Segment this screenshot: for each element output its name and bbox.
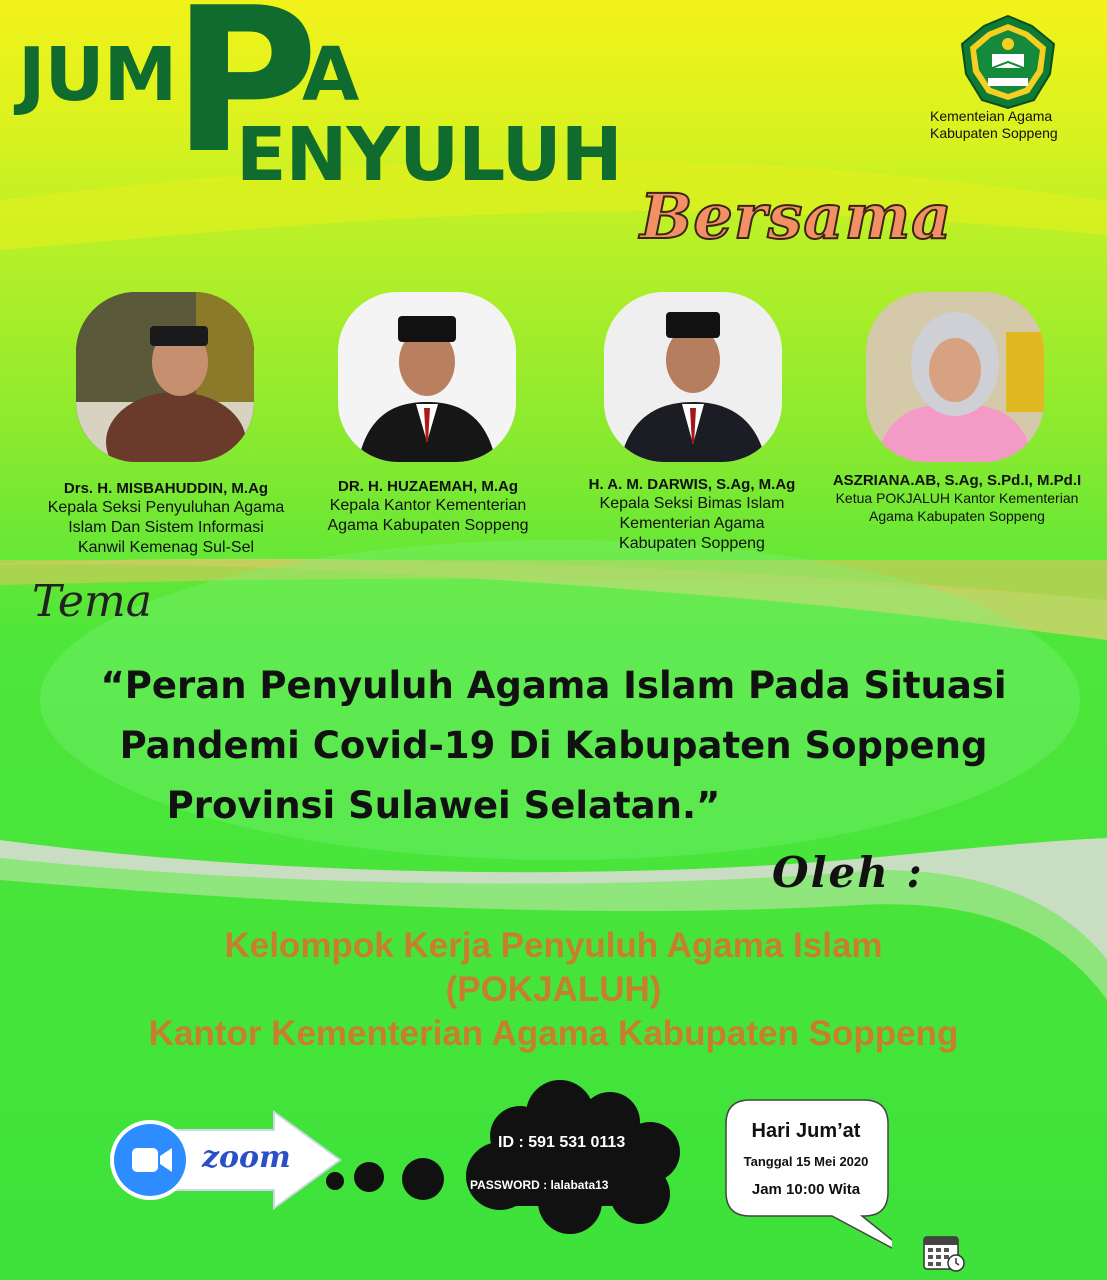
bersama-heading: Bersama [640,180,953,253]
speaker-role-3-line2: Kementerian Agama [619,515,765,532]
speaker-name-2: DR. H. HUZAEMAH, M.Ag [338,478,518,495]
meeting-password: PASSWORD : lalabata13 [470,1178,609,1192]
speaker-photo-1 [76,292,254,462]
speaker-role-1-line2: Islam Dan Sistem Informasi [68,519,264,536]
speaker-role-4 [822,489,1092,525]
dot-medium [354,1162,384,1192]
organization-name-line1: Kementeian Agama [930,108,1053,124]
theme-label: Tema [32,576,152,627]
speaker-photo-3 [604,292,782,462]
title-big-p: P [172,0,318,198]
schedule-time: Jam 10:00 Wita [751,1181,861,1198]
speaker-name-1: Drs. H. MISBAHUDDIN, M.Ag [63,480,269,497]
theme-line-3: Provinsi Sulawei Selatan.” [166,784,721,827]
speaker-role-1-line3: Kanwil Kemenag Sul-Sel [77,539,255,556]
zoom-label: zoom [202,1140,291,1175]
organization-name-line2: Kabupaten Soppeng [930,125,1058,141]
schedule-date: Tanggal 15 Mei 2020 [743,1154,869,1169]
speaker-role-3-line3: Kabupaten Soppeng [619,535,765,552]
meeting-cloud-shape [460,1076,690,1236]
speaker-photo-4 [866,292,1044,462]
title-a: A [302,32,359,118]
organizer-label: Oleh : [772,848,924,897]
speaker-role-3-line1: Kepala Seksi Bimas Islam [599,495,785,512]
speaker-photo-2 [338,292,516,462]
speaker-role-2-line1: Kepala Kantor Kementerian [329,497,527,514]
speaker-role-3 [562,494,822,554]
dot-small [326,1172,344,1190]
speaker-name-4: ASZRIANA.AB, S.Ag, S.Pd.I, M.Pd.I [832,472,1082,489]
theme-line-2: Pandemi Covid-19 Di Kabupaten Soppeng [119,724,988,767]
speaker-role-4-line2: Agama Kabupaten Soppeng [869,508,1045,524]
kemenag-logo-icon [958,14,1058,110]
calendar-icon [922,1232,966,1272]
speaker-role-2 [296,496,560,536]
speaker-role-1 [26,498,306,558]
speaker-name-3: H. A. M. DARWIS, S.Ag, M.Ag [588,476,796,493]
organizer-line-2: (POKJALUH) [445,970,662,1009]
schedule-day: Hari Jum’at [751,1120,861,1142]
organizer-line-1: Kelompok Kerja Penyuluh Agama Islam [224,926,883,965]
theme-line-1: “Peran Penyuluh Agama Islam Pada Situasi [100,664,1007,707]
organization-name [930,108,1100,142]
meeting-id: ID : 591 531 0113 [498,1134,626,1151]
title-enyuluh: ENYULUH [236,112,622,198]
speaker-role-2-line2: Agama Kabupaten Soppeng [327,517,529,534]
speaker-role-4-line1: Ketua POKJALUH Kantor Kementerian [835,490,1079,506]
organizer-line-3: Kantor Kementerian Agama Kabupaten Soppeng [148,1014,959,1053]
speaker-role-1-line1: Kepala Seksi Penyuluhan Agama [47,499,285,516]
title-jum: JUM [18,32,177,118]
dot-large [402,1158,444,1200]
